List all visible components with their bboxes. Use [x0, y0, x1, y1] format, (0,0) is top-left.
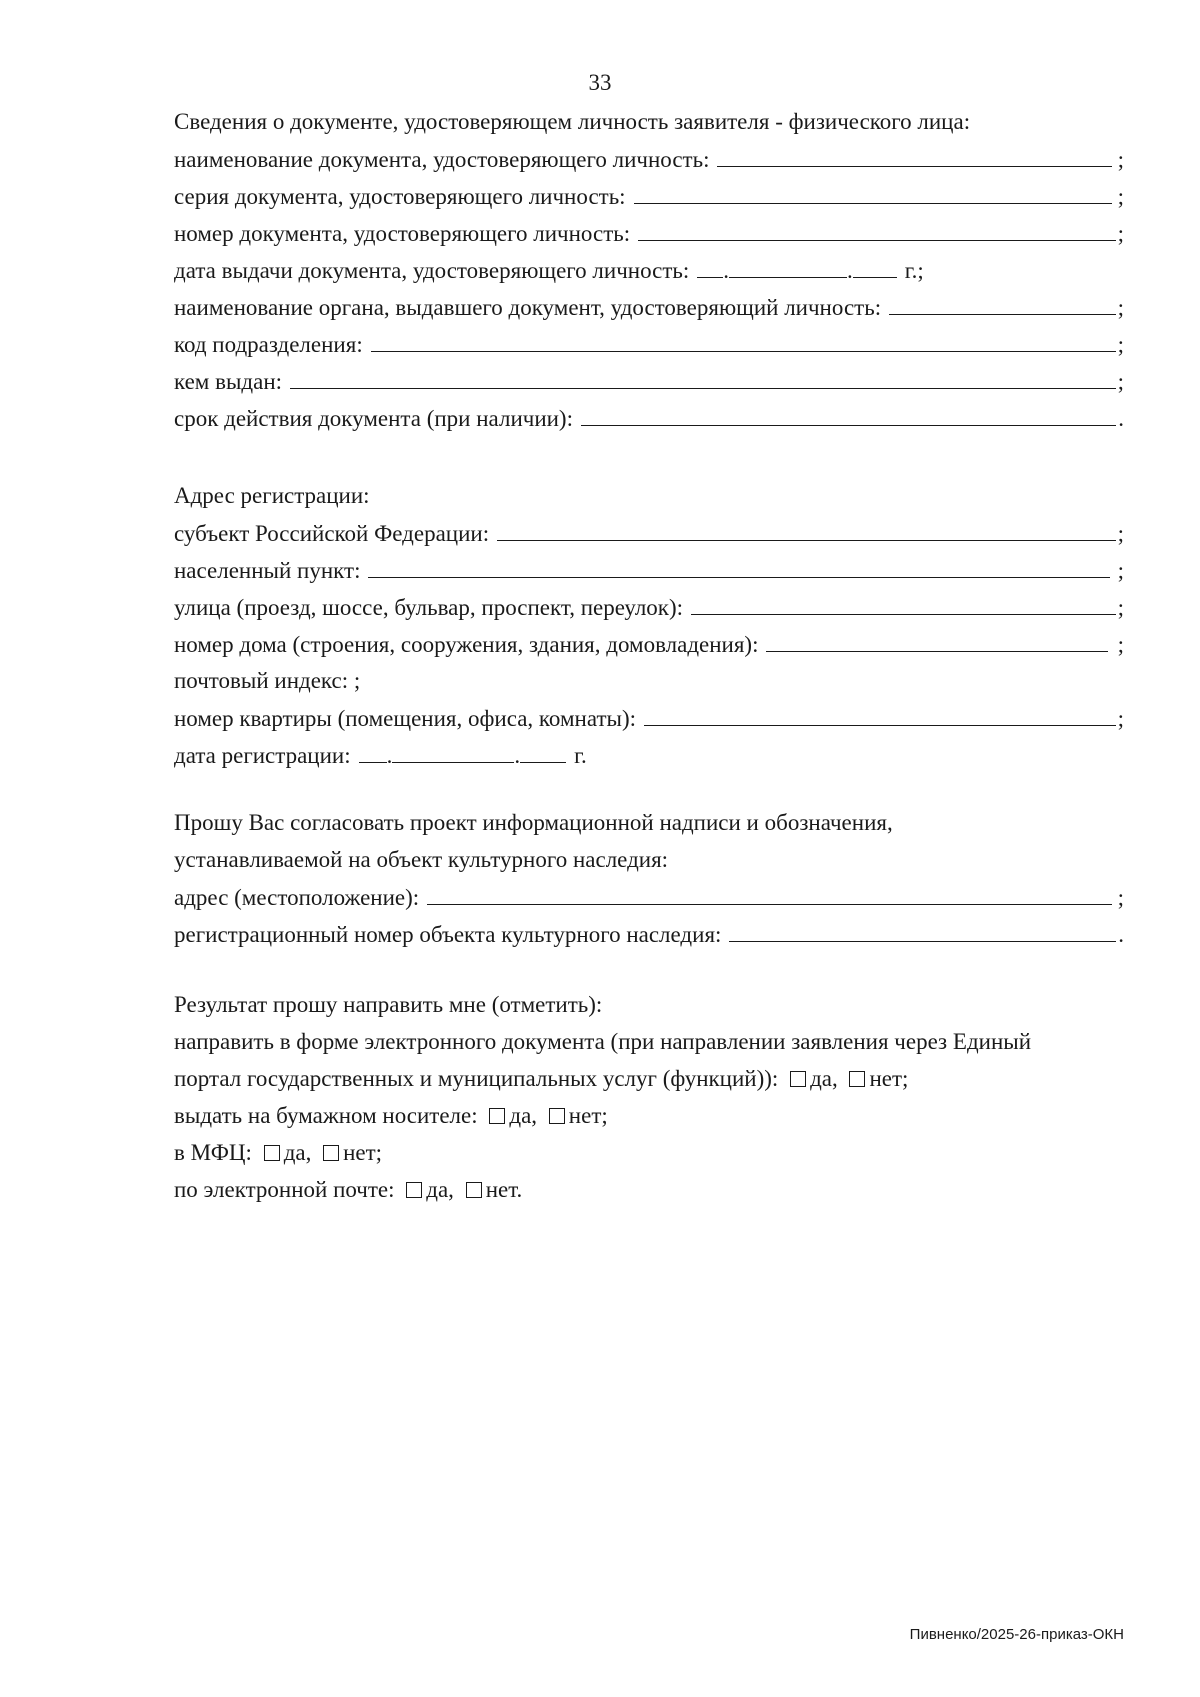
mfc-row — [174, 1140, 1124, 1177]
doc-name-row — [174, 146, 1124, 183]
epgu-yes-label: да, — [810, 1066, 838, 1091]
issue-date-label: дата выдачи документа, удостоверяющего личность: — [174, 258, 690, 283]
subject-field[interactable] — [497, 520, 1115, 541]
issued-by-label: кем выдан: — [174, 369, 283, 394]
reg-date-dot2: . — [514, 743, 521, 768]
epgu-line-1: направить в форме электронного документа (при направлении заявления через Единый — [174, 1029, 1032, 1054]
locality-field[interactable] — [368, 557, 1109, 578]
epgu-no-label: нет; — [869, 1066, 909, 1091]
reg-date-dot1: . — [386, 743, 393, 768]
issued-by-end: ; — [1117, 369, 1124, 394]
issuer-row — [174, 294, 1124, 331]
subject-row — [174, 520, 1124, 557]
street-field[interactable] — [691, 594, 1116, 615]
reg-date-label: дата регистрации: — [174, 743, 351, 768]
postcode-label: почтовый индекс: ; — [174, 668, 361, 693]
mfc-yes-label: да, — [283, 1140, 312, 1165]
street-row — [174, 594, 1124, 631]
apartment-end: ; — [1117, 706, 1124, 731]
email-no-label: нет. — [485, 1177, 523, 1202]
subject-label: субъект Российской Федерации: — [174, 521, 490, 546]
apartment-row — [174, 705, 1124, 742]
validity-field[interactable] — [581, 405, 1116, 426]
mfc-no-checkbox[interactable] — [323, 1145, 339, 1161]
issue-date-row — [174, 257, 1124, 294]
email-yes-checkbox[interactable] — [406, 1182, 422, 1198]
issued-by-field[interactable] — [290, 368, 1116, 389]
epgu-yes-checkbox[interactable] — [790, 1071, 806, 1087]
request-line-2: устанавливаемой на объект культурного наследия: — [174, 847, 669, 872]
number-field[interactable] — [638, 220, 1115, 241]
issuer-label: наименование органа, выдавшего документ, удостоверяющий личность: — [174, 295, 882, 320]
locality-label: населенный пункт: — [174, 558, 361, 583]
address-heading: Адрес регистрации: — [174, 483, 370, 508]
subject-end: ; — [1117, 521, 1124, 546]
division-code-end: ; — [1117, 332, 1124, 357]
issue-month-field[interactable] — [729, 257, 847, 278]
result-section — [174, 992, 1124, 1214]
result-heading: Результат прошу направить мне (отметить): — [174, 992, 603, 1017]
identity-section — [174, 109, 1124, 442]
issue-date-dot2: . — [847, 258, 853, 283]
reg-number-row — [174, 921, 1124, 958]
reg-number-end: . — [1118, 922, 1124, 947]
page-number: 33 — [588, 70, 612, 95]
division-code-field[interactable] — [371, 331, 1116, 352]
number-end: ; — [1117, 221, 1124, 246]
locality-end: ; — [1117, 558, 1124, 583]
issue-year-field[interactable] — [853, 257, 897, 278]
doc-name-end: ; — [1117, 147, 1124, 172]
address-section — [174, 483, 1124, 779]
issued-by-row — [174, 368, 1124, 405]
epgu-row — [174, 1066, 1124, 1103]
email-no-checkbox[interactable] — [466, 1182, 482, 1198]
apartment-field[interactable] — [644, 705, 1116, 726]
reg-day-field[interactable] — [359, 742, 387, 763]
object-address-label: адрес (местоположение): — [174, 885, 420, 910]
reg-date-suffix: г. — [574, 743, 587, 768]
request-section — [174, 810, 1124, 958]
validity-end: . — [1118, 406, 1124, 431]
issue-day-field[interactable] — [697, 257, 723, 278]
house-label: номер дома (строения, сооружения, здания, домовладения): — [174, 632, 759, 657]
locality-row — [174, 557, 1124, 594]
house-end: ; — [1117, 632, 1124, 657]
paper-no-label: нет; — [568, 1103, 608, 1128]
series-field[interactable] — [634, 183, 1112, 204]
division-code-label: код подразделения: — [174, 332, 363, 357]
paper-label: выдать на бумажном носителе: — [174, 1103, 478, 1128]
reg-year-field[interactable] — [520, 742, 566, 763]
reg-date-row — [174, 742, 1124, 779]
doc-name-label: наименование документа, удостоверяющего личность: — [174, 147, 710, 172]
doc-name-field[interactable] — [717, 146, 1111, 167]
email-row — [174, 1177, 1124, 1214]
email-label: по электронной почте: — [174, 1177, 395, 1202]
apartment-label: номер квартиры (помещения, офиса, комнаты): — [174, 706, 636, 731]
series-end: ; — [1117, 184, 1124, 209]
house-row — [174, 631, 1124, 668]
issuer-end: ; — [1117, 295, 1124, 320]
request-line-1: Прошу Вас согласовать проект информационной надписи и обозначения, — [174, 810, 893, 835]
reg-month-field[interactable] — [392, 742, 514, 763]
reg-number-field[interactable] — [729, 921, 1116, 942]
house-field[interactable] — [766, 631, 1107, 652]
object-address-end: ; — [1117, 885, 1124, 910]
validity-label: срок действия документа (при наличии): — [174, 406, 573, 431]
series-row — [174, 183, 1124, 220]
paper-row — [174, 1103, 1124, 1140]
object-address-field[interactable] — [427, 884, 1111, 905]
email-yes-label: да, — [426, 1177, 454, 1202]
street-label: улица (проезд, шоссе, бульвар, проспект, переулок): — [174, 595, 684, 620]
mfc-yes-checkbox[interactable] — [264, 1145, 280, 1161]
object-address-row — [174, 884, 1124, 921]
epgu-label: портал государственных и муниципальных услуг (функций)): — [174, 1066, 779, 1091]
division-code-row — [174, 331, 1124, 368]
number-row — [174, 220, 1124, 257]
mfc-no-label: нет; — [343, 1140, 383, 1165]
number-label: номер документа, удостоверяющего личность: — [174, 221, 631, 246]
reg-number-label: регистрационный номер объекта культурного наследия: — [174, 922, 722, 947]
issue-date-suffix: г.; — [904, 258, 924, 283]
issue-date-dot1: . — [723, 258, 730, 283]
identity-heading: Сведения о документе, удостоверяющем личность заявителя - физического лица: — [174, 109, 971, 134]
epgu-no-checkbox[interactable] — [849, 1071, 865, 1087]
paper-yes-label: да, — [509, 1103, 538, 1128]
series-label: серия документа, удостоверяющего личность: — [174, 184, 626, 209]
street-end: ; — [1117, 595, 1124, 620]
paper-no-checkbox[interactable] — [549, 1108, 565, 1124]
issuer-field[interactable] — [889, 294, 1116, 315]
document-footer: Пивненко/2025-26-приказ-ОКН — [909, 1626, 1124, 1643]
validity-row — [174, 405, 1124, 442]
mfc-label: в МФЦ: — [174, 1140, 252, 1165]
paper-yes-checkbox[interactable] — [489, 1108, 505, 1124]
